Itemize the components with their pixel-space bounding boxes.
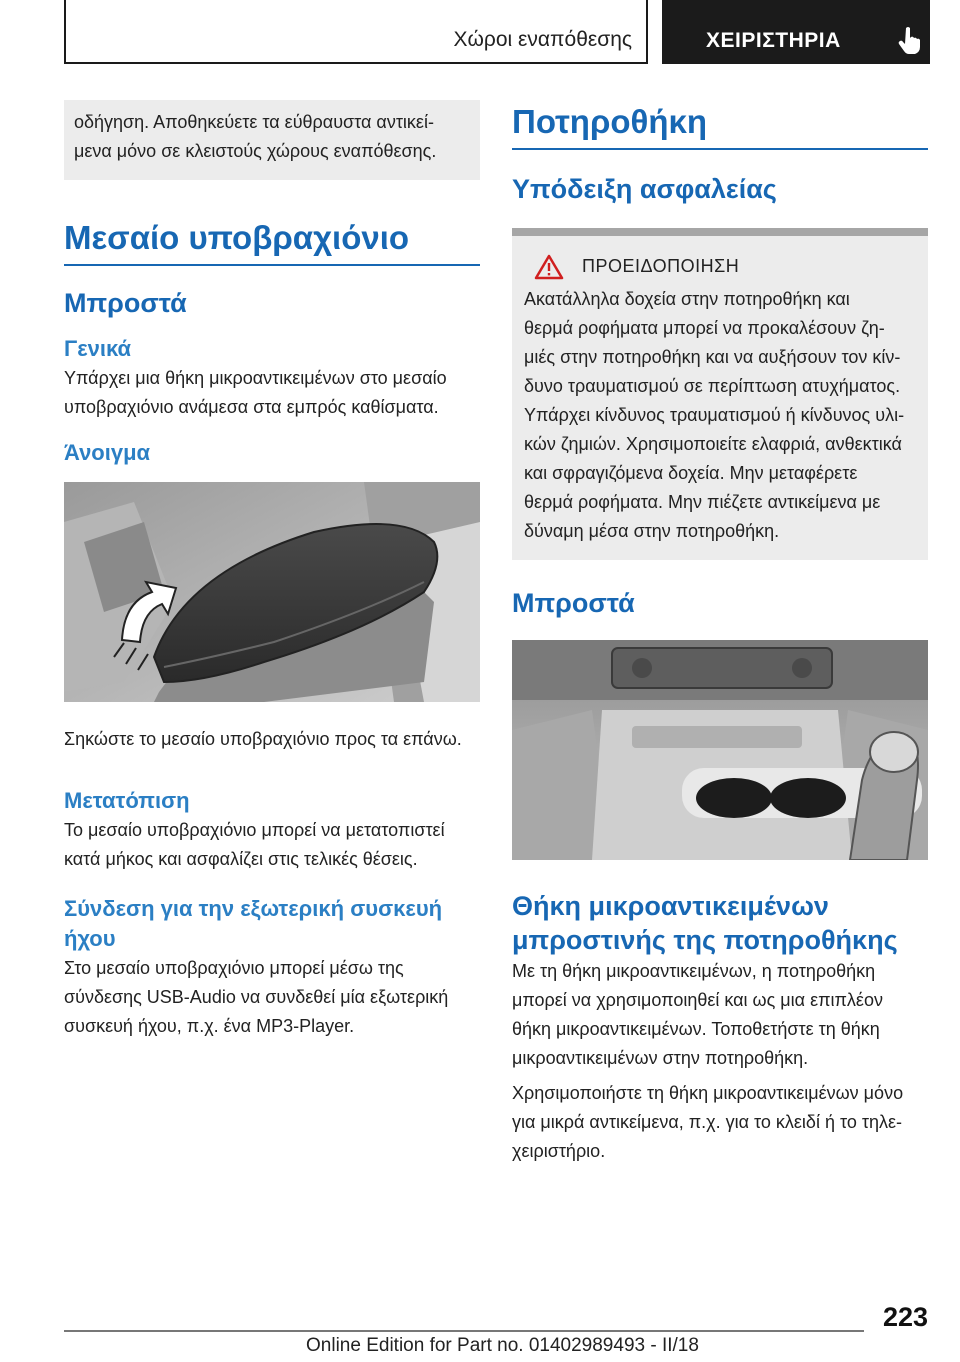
- heading-audio: Σύνδεση για την εξωτερική συσκευή ήχου: [64, 896, 443, 951]
- warning-triangle-icon: [534, 254, 564, 280]
- heading-general: Γενικά: [64, 336, 132, 361]
- armrest-opening-figure: [64, 482, 480, 702]
- warning-text: Ακατάλληλα δοχεία στην ποτηροθήκη και θερμά ροφήματα μπορεί να προκαλέσουν ζη- μιές στην ποτηροθήκη και να αυξήσουν τον κίν- δυνο τραυματισμού σε περίπτωση ατυχήματος. Υπάρχει κίνδυνος τραυματισμού ή κίνδυνος υλι- κών ζημιών. Χρησιμοποιείτε ελαφριά, ανθεκτικά και σφραγιζόμενα δοχεία. Μην μεταφέρετε θερμά ροφήματα. Μην πιέζετε αντικείμενα με δύναμη μέσα στην ποτηροθήκη.: [524, 289, 905, 541]
- heading-opening: Άνοιγμα: [64, 440, 151, 465]
- intro-line: μενα μόνο σε κλειστούς χώρους εναπόθεσης.: [74, 141, 437, 161]
- paragraph-audio: Στο μεσαίο υποβραχιόνιο μπορεί μέσω της σύνδεσης USB-Audio να συνδεθεί μία εξωτερική συσκευή ήχου, π.χ. ένα MP3-Player.: [64, 958, 449, 1036]
- heading-shift: Μετατόπιση: [64, 788, 190, 813]
- heading-front-cupholder: Μπροστά: [512, 588, 635, 618]
- heading-safety: Υπόδειξη ασφαλείας: [512, 174, 777, 204]
- right-column: [512, 100, 928, 1166]
- paragraph-shift: Το μεσαίο υποβραχιόνιο μπορεί να μετατοπιστεί κατά μήκος και ασφαλίζει στις τελικές θέσεις.: [64, 820, 445, 869]
- left-column: [64, 100, 480, 1041]
- page-number: 223: [882, 1302, 928, 1332]
- section-heading-cupholder: Ποτηροθήκη: [512, 102, 928, 150]
- heading-tray: Θήκη μικροαντικειμένων μπροστινής της ποτηροθήκης: [512, 891, 898, 955]
- chapter-title: ΧΕΙΡΙΣΤΗΡΙΑ: [706, 29, 841, 52]
- hand-pointer-icon: [898, 26, 924, 54]
- intro-box: [64, 100, 480, 180]
- intro-line: οδήγηση. Αποθηκεύετε τα εύθραυστα αντικεί-: [74, 112, 434, 132]
- warning-box: [512, 236, 928, 560]
- warning-title-row: [524, 252, 916, 281]
- warning-bar: [512, 228, 928, 236]
- paragraph-tray-2: Χρησιμοποιήστε τη θήκη μικροαντικειμένων μόνο για μικρά αντικείμενα, π.χ. για το κλειδί ή το τηλε- χειριστήριο.: [512, 1083, 904, 1161]
- cupholder-figure: [512, 640, 928, 860]
- paragraph-tray-1: Με τη θήκη μικροαντικειμένων, η ποτηροθήκη μπορεί να χρησιμοποιηθεί και ως μια επιπλέον θήκη μικροαντικειμένων. Τοποθετήστε τη θήκη μικροαντικειμένων στην ποτηροθήκη.: [512, 961, 883, 1068]
- section-tab: [64, 0, 648, 64]
- chapter-tab: [662, 0, 930, 64]
- page-header: [64, 0, 930, 64]
- section-heading-armrest: Μεσαίο υποβραχιόνιο: [64, 218, 480, 266]
- footer-divider: [64, 1330, 864, 1332]
- section-title: Χώροι εναπόθεσης: [453, 28, 632, 51]
- heading-front-armrest: Μπροστά: [64, 288, 187, 318]
- warning-title: ΠΡΟΕΙΔΟΠΟΙΗΣΗ: [582, 256, 740, 276]
- footer-edition: Online Edition for Part no. 01402989493 - II/18: [306, 1335, 699, 1356]
- paragraph-general: Υπάρχει μια θήκη μικροαντικειμένων στο μεσαίο υποβραχιόνιο ανάμεσα στα εμπρός καθίσματα.: [64, 368, 447, 417]
- caption-opening: Σηκώστε το μεσαίο υποβραχιόνιο προς τα επάνω.: [64, 729, 462, 749]
